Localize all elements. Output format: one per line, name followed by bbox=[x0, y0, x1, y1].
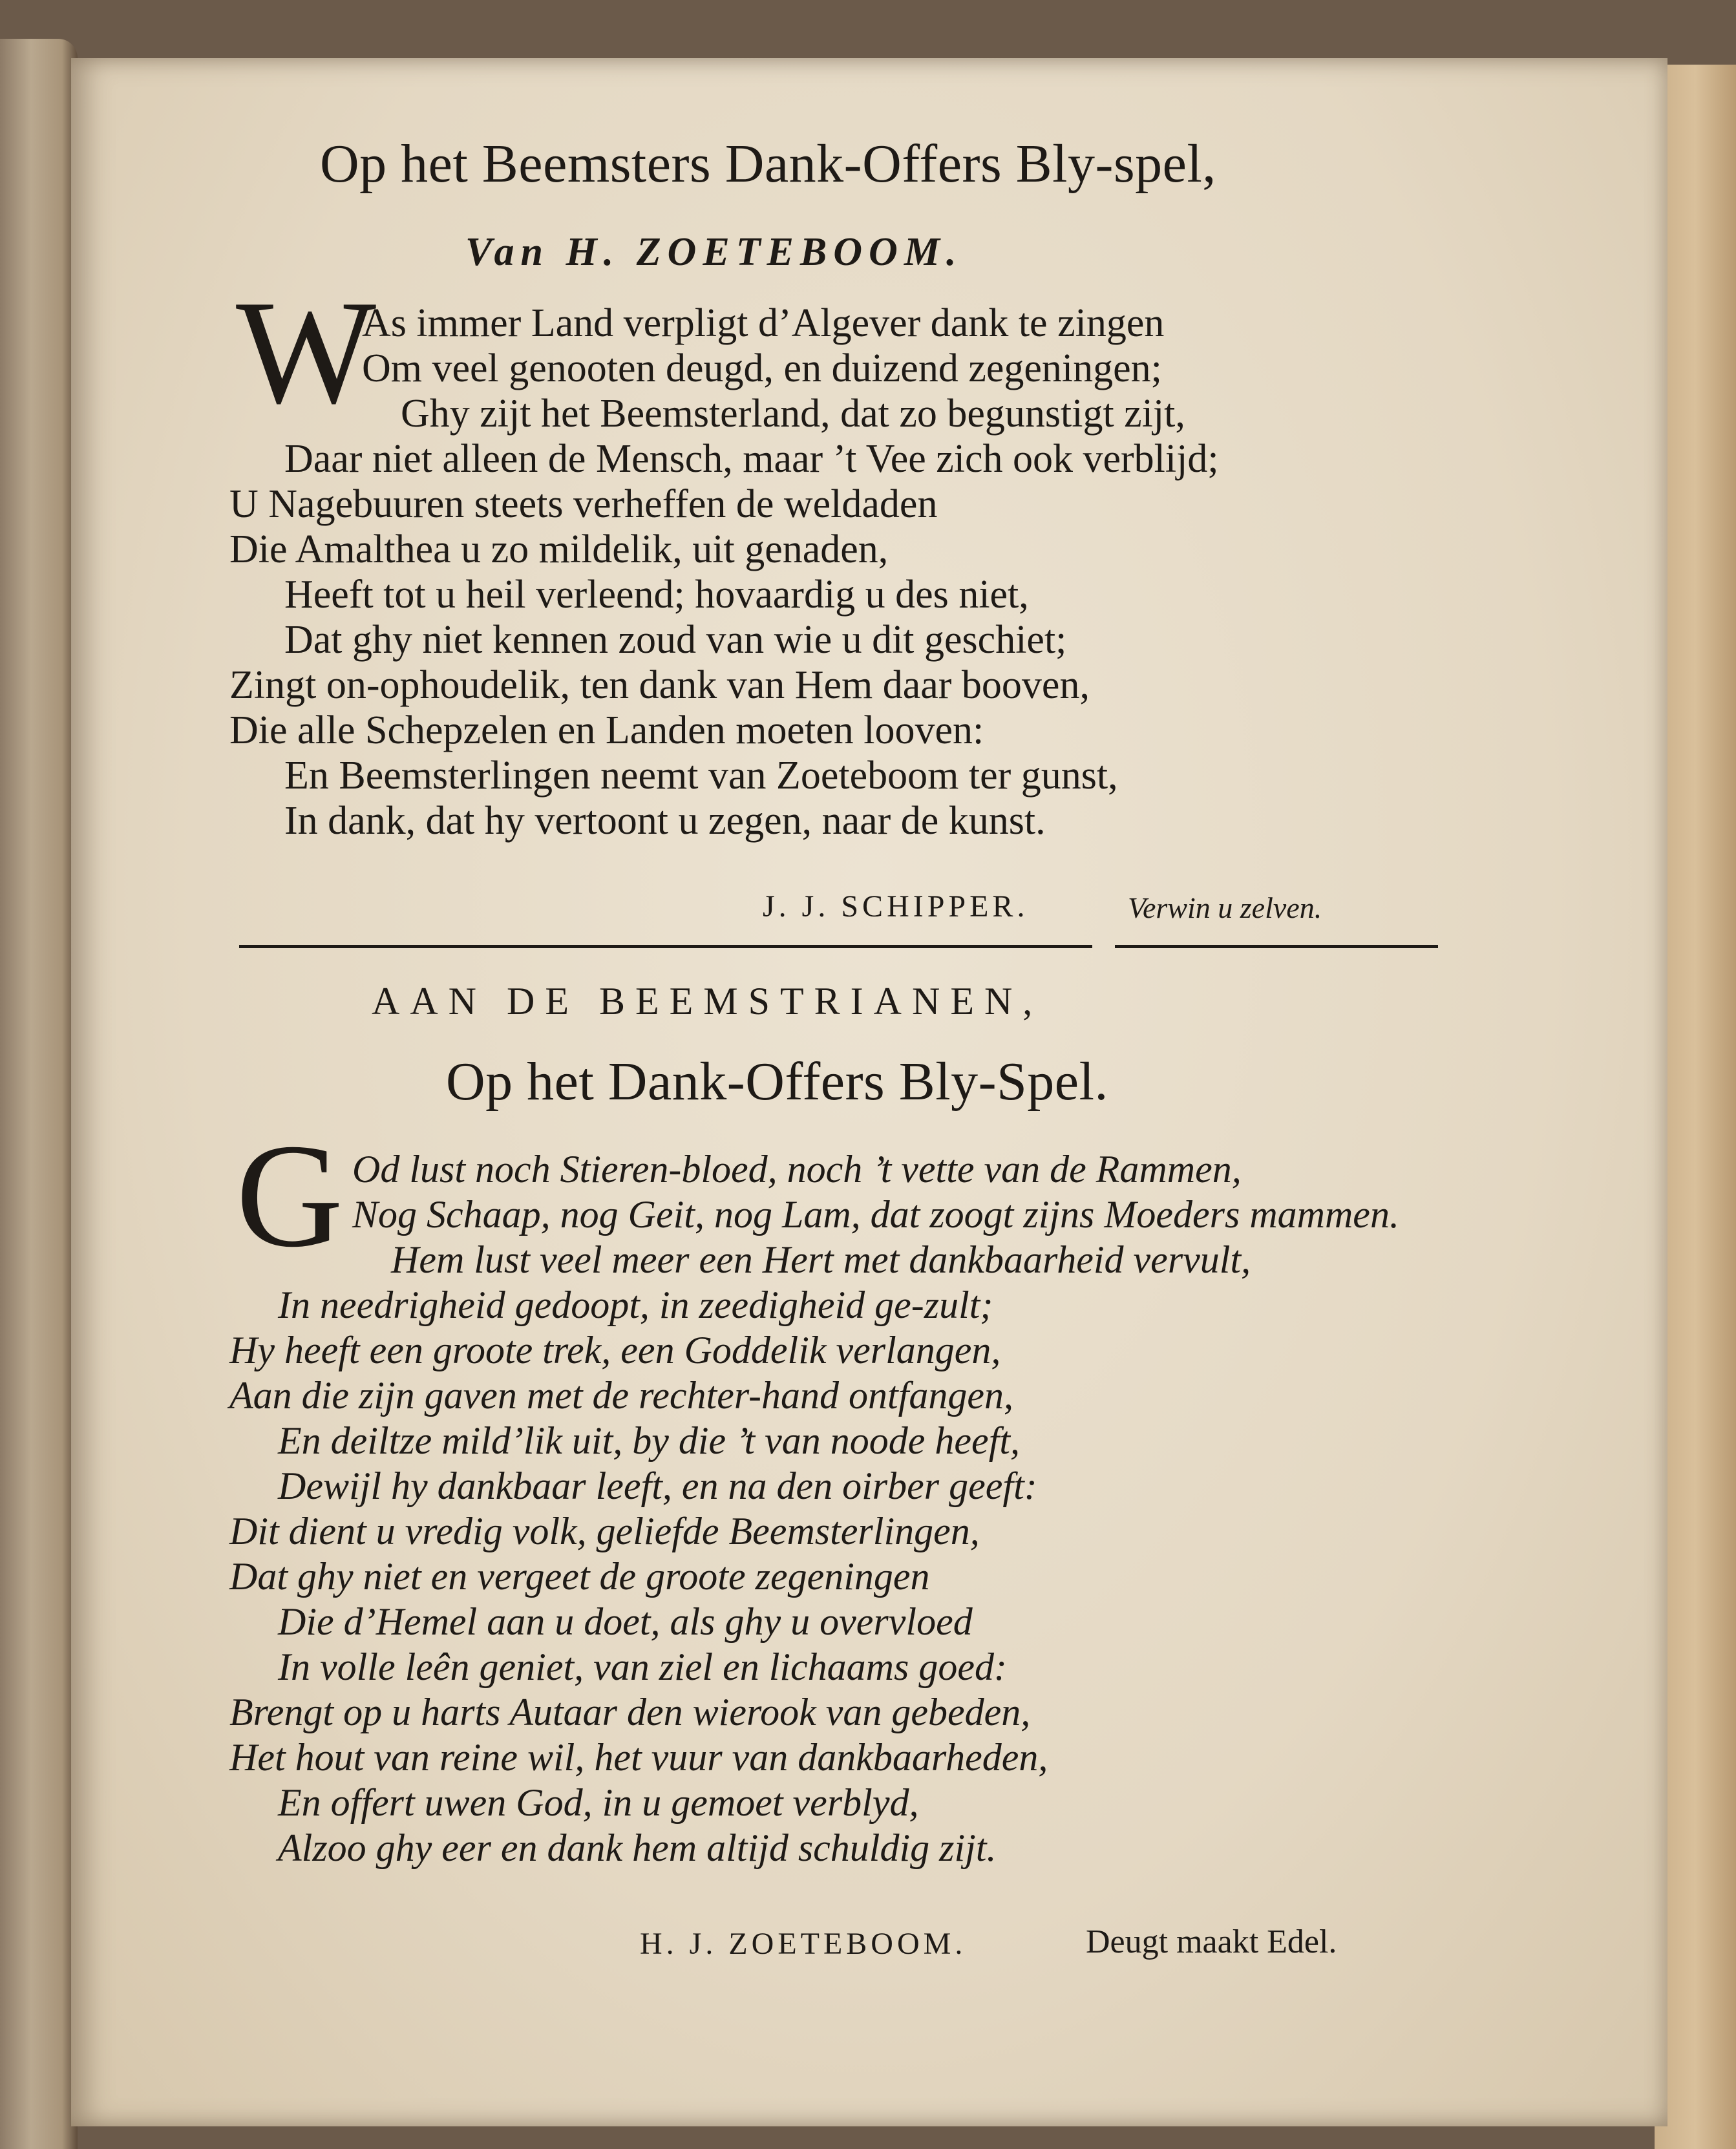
poem2-heading: AAN DE BEEMSTRIANEN, bbox=[372, 980, 1043, 1022]
poem1-line: Ghy zijt het Beemsterland, dat zo begunstigt zijt, bbox=[401, 392, 1185, 436]
poem1-line: As immer Land verpligt d’Algever dank te zingen bbox=[362, 301, 1165, 345]
poem1-line: Daar niet alleen de Mensch, maar ’t Vee zich ook verblijd; bbox=[284, 437, 1219, 481]
poem2-line: Het hout van reine wil, het vuur van dankbaarheden, bbox=[229, 1736, 1048, 1779]
divider-rule-right bbox=[1115, 945, 1438, 948]
poem2-line: Aan die zijn gaven met de rechter-hand ontfangen, bbox=[229, 1374, 1013, 1417]
poem2-motto: Deugt maakt Edel. bbox=[1086, 1923, 1337, 1960]
left-page-edge bbox=[0, 39, 78, 2149]
poem1-line: Heeft tot u heil verleend; hovaardig u des niet, bbox=[284, 573, 1029, 617]
poem2-line: Nog Schaap, nog Geit, nog Lam, dat zoogt zijns Moeders mammen. bbox=[352, 1193, 1399, 1236]
poem2-line: In needrigheid gedoopt, in zeedigheid ge-zult; bbox=[278, 1284, 993, 1326]
poem2-line: Die d’Hemel aan u doet, als ghy u overvloed bbox=[278, 1600, 973, 1643]
poem1-drop-cap: W bbox=[236, 270, 377, 434]
poem2-line: In volle leên geniet, van ziel en lichaams goed: bbox=[278, 1646, 1007, 1688]
poem1-line: Zingt on-ophoudelik, ten dank van Hem daar booven, bbox=[229, 663, 1090, 707]
poem1-title: Op het Beemsters Dank-Offers Bly-spel, bbox=[320, 134, 1216, 194]
poem1-line: Om veel genooten deugd, en duizend zegeningen; bbox=[362, 346, 1162, 390]
poem1-line: En Beemsterlingen neemt van Zoeteboom ter gunst, bbox=[284, 754, 1118, 798]
poem2-line: Alzoo ghy eer en dank hem altijd schuldig zijt. bbox=[278, 1826, 997, 1869]
poem2-line: Dewijl hy dankbaar leeft, en na den oirber geeft: bbox=[278, 1465, 1037, 1507]
poem1-line: U Nagebuuren steets verheffen de weldaden bbox=[229, 482, 938, 526]
poem2-line: Hy heeft een groote trek, een Goddelik verlangen, bbox=[229, 1329, 1001, 1371]
poem2-line: En offert uwen God, in u gemoet verblyd, bbox=[278, 1781, 919, 1824]
poem1-byline: Van H. ZOETEBOOM. bbox=[465, 230, 963, 274]
poem2-line: Dat ghy niet en vergeet de groote zegeningen bbox=[229, 1555, 930, 1598]
poem2-line: Dit dient u vredig volk, geliefde Beemsterlingen, bbox=[229, 1510, 980, 1552]
poem2-drop-cap: G bbox=[236, 1113, 344, 1278]
poem1-motto: Verwin u zelven. bbox=[1128, 891, 1322, 924]
divider-rule-left bbox=[239, 945, 1092, 948]
poem1-line: Die alle Schepzelen en Landen moeten looven: bbox=[229, 708, 984, 752]
poem1-line: In dank, dat hy vertoont u zegen, naar de kunst. bbox=[284, 799, 1046, 843]
poem2-line: Hem lust veel meer een Hert met dankbaarheid vervult, bbox=[391, 1238, 1251, 1281]
poem2-title: Op het Dank-Offers Bly-Spel. bbox=[446, 1052, 1108, 1112]
poem2-signature: H. J. ZOETEBOOM. bbox=[640, 1927, 967, 1961]
poem1-line: Die Amalthea u zo mildelik, uit genaden, bbox=[229, 527, 889, 571]
poem1-signature: J. J. SCHIPPER. bbox=[763, 889, 1029, 924]
poem2-line: Od lust noch Stieren-bloed, noch ’t vette van de Rammen, bbox=[352, 1148, 1242, 1191]
poem2-line: En deiltze mild’lik uit, by die ’t van noode heeft, bbox=[278, 1419, 1021, 1462]
poem2-line: Brengt op u harts Autaar den wierook van gebeden, bbox=[229, 1691, 1031, 1733]
poem1-line: Dat ghy niet kennen zoud van wie u dit geschiet; bbox=[284, 618, 1067, 662]
